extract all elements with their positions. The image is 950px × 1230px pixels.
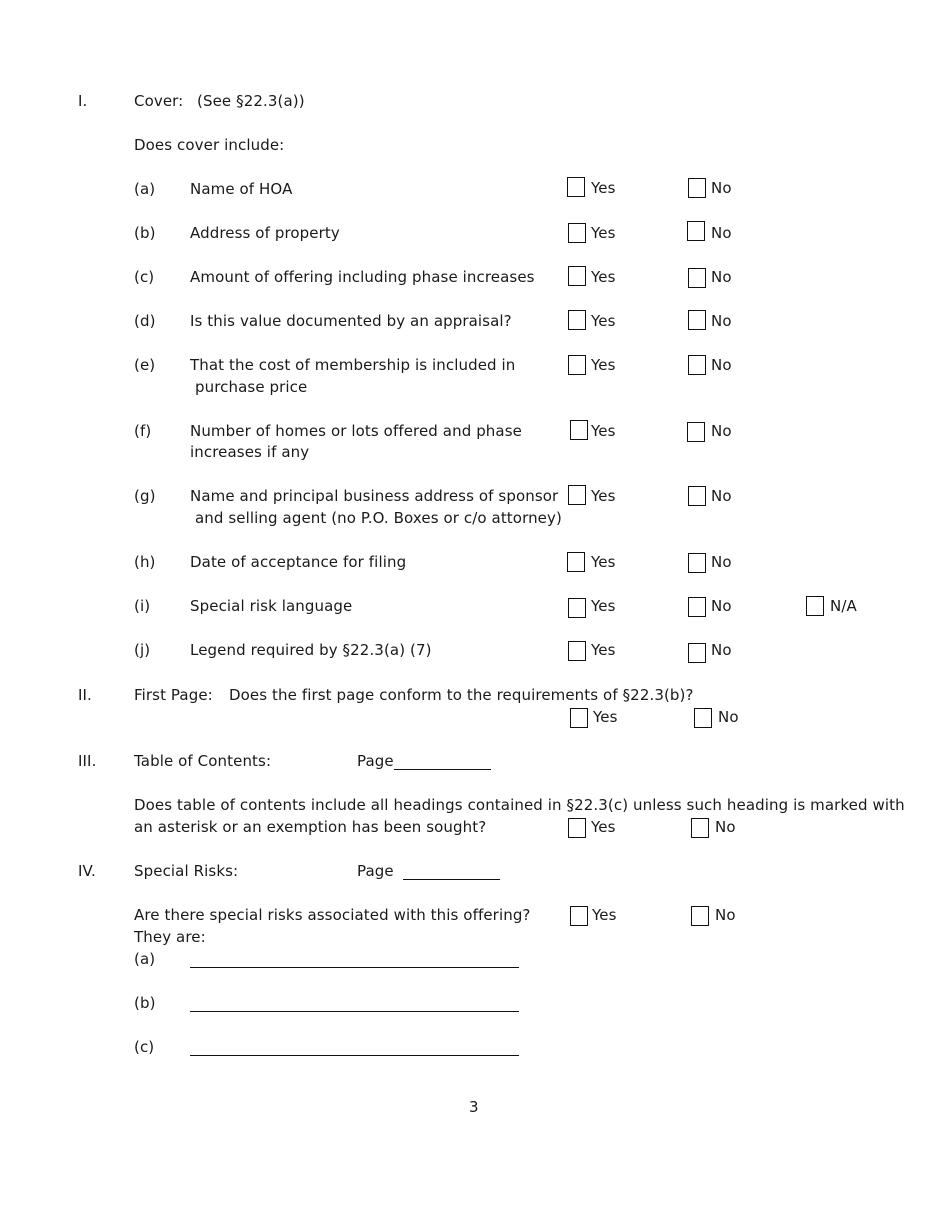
yes-label: Yes xyxy=(591,268,616,286)
blank-letter: (c) xyxy=(134,1038,155,1056)
section-num: IV. xyxy=(78,862,96,880)
yes-label: Yes xyxy=(591,312,616,330)
item-letter: (g) xyxy=(134,487,156,505)
no-checkbox[interactable] xyxy=(688,553,706,573)
item-letter: (a) xyxy=(134,180,156,198)
no-checkbox[interactable] xyxy=(691,906,709,926)
no-checkbox[interactable] xyxy=(688,268,706,288)
no-label: No xyxy=(711,312,732,330)
page-input-line[interactable] xyxy=(394,769,491,770)
yes-checkbox[interactable] xyxy=(567,552,585,572)
no-label: No xyxy=(711,641,732,659)
page-input-line[interactable] xyxy=(403,879,500,880)
no-label: No xyxy=(711,597,732,615)
section-reference: (See §22.3(a)) xyxy=(197,92,305,110)
section-num: II. xyxy=(78,686,92,704)
item-letter: (e) xyxy=(134,356,156,374)
no-checkbox[interactable] xyxy=(694,708,712,728)
yes-checkbox[interactable] xyxy=(568,641,586,661)
section-title: Cover: xyxy=(134,92,184,110)
no-checkbox[interactable] xyxy=(688,355,706,375)
no-label: No xyxy=(715,818,736,836)
item-text-line2: increases if any xyxy=(190,443,310,461)
yes-label: Yes xyxy=(591,179,616,197)
no-checkbox[interactable] xyxy=(688,597,706,617)
blank-letter: (a) xyxy=(134,950,156,968)
no-checkbox[interactable] xyxy=(687,422,705,442)
yes-checkbox[interactable] xyxy=(568,266,586,286)
item-text-line1: That the cost of membership is included in xyxy=(190,356,516,374)
yes-label: Yes xyxy=(591,356,616,374)
yes-label: Yes xyxy=(592,906,617,924)
item-text: Address of property xyxy=(190,224,340,242)
risk-input-line[interactable] xyxy=(190,967,519,968)
risk-input-line[interactable] xyxy=(190,1011,519,1012)
section-num: III. xyxy=(78,752,97,770)
item-text: Name of HOA xyxy=(190,180,293,198)
no-checkbox[interactable] xyxy=(688,643,706,663)
item-text: Legend required by §22.3(a) (7) xyxy=(190,641,432,659)
item-text-line1: Name and principal business address of sponsor xyxy=(190,487,559,505)
section-title: First Page: xyxy=(134,686,213,704)
blank-letter: (b) xyxy=(134,994,156,1012)
yes-checkbox[interactable] xyxy=(568,223,586,243)
item-letter: (h) xyxy=(134,553,156,571)
item-text: Amount of offering including phase increases xyxy=(190,268,535,286)
no-checkbox[interactable] xyxy=(688,486,706,506)
yes-label: Yes xyxy=(591,597,616,615)
no-label: No xyxy=(715,906,736,924)
yes-checkbox[interactable] xyxy=(568,485,586,505)
section-num: I. xyxy=(78,92,88,110)
yes-checkbox[interactable] xyxy=(568,598,586,618)
no-checkbox[interactable] xyxy=(691,818,709,838)
section-question-line2: an asterisk or an exemption has been sought? xyxy=(134,818,487,836)
section-question: Does the first page conform to the requirements of §22.3(b)? xyxy=(229,686,694,704)
yes-label: Yes xyxy=(591,422,616,440)
yes-checkbox[interactable] xyxy=(568,310,586,330)
item-text-line2: purchase price xyxy=(195,378,308,396)
no-checkbox[interactable] xyxy=(688,310,706,330)
yes-label: Yes xyxy=(591,224,616,242)
item-letter: (i) xyxy=(134,597,151,615)
no-label: No xyxy=(711,356,732,374)
no-label: No xyxy=(711,179,732,197)
yes-label: Yes xyxy=(591,818,616,836)
yes-checkbox[interactable] xyxy=(568,355,586,375)
no-label: No xyxy=(711,422,732,440)
section-question: Are there special risks associated with this offering? xyxy=(134,906,531,924)
na-label: N/A xyxy=(830,597,857,615)
item-letter: (c) xyxy=(134,268,155,286)
item-text: Date of acceptance for filing xyxy=(190,553,407,571)
yes-label: Yes xyxy=(591,487,616,505)
yes-checkbox[interactable] xyxy=(568,818,586,838)
section-question: Does cover include: xyxy=(134,136,285,154)
page-number: 3 xyxy=(469,1098,479,1116)
section-title: Table of Contents: xyxy=(134,752,272,770)
they-are-label: They are: xyxy=(134,928,206,946)
item-text: Is this value documented by an appraisal? xyxy=(190,312,512,330)
yes-checkbox[interactable] xyxy=(570,708,588,728)
na-checkbox[interactable] xyxy=(806,596,824,616)
section-question-line1: Does table of contents include all headings contained in §22.3(c) unless such heading is marked with xyxy=(134,796,905,814)
item-text: Special risk language xyxy=(190,597,353,615)
item-letter: (f) xyxy=(134,422,152,440)
yes-label: Yes xyxy=(591,641,616,659)
item-text-line2: and selling agent (no P.O. Boxes or c/o attorney) xyxy=(195,509,562,527)
no-label: No xyxy=(711,553,732,571)
section-title: Special Risks: xyxy=(134,862,239,880)
item-letter: (b) xyxy=(134,224,156,242)
yes-label: Yes xyxy=(591,553,616,571)
no-label: No xyxy=(711,224,732,242)
yes-label: Yes xyxy=(593,708,618,726)
no-label: No xyxy=(711,487,732,505)
no-checkbox[interactable] xyxy=(687,221,705,241)
risk-input-line[interactable] xyxy=(190,1055,519,1056)
page-label: Page xyxy=(357,752,394,770)
yes-checkbox[interactable] xyxy=(567,177,585,197)
yes-checkbox[interactable] xyxy=(570,420,588,440)
no-label: No xyxy=(718,708,739,726)
item-letter: (j) xyxy=(134,641,151,659)
item-letter: (d) xyxy=(134,312,156,330)
yes-checkbox[interactable] xyxy=(570,906,588,926)
no-checkbox[interactable] xyxy=(688,178,706,198)
item-text-line1: Number of homes or lots offered and phase xyxy=(190,422,522,440)
no-label: No xyxy=(711,268,732,286)
page-label: Page xyxy=(357,862,394,880)
